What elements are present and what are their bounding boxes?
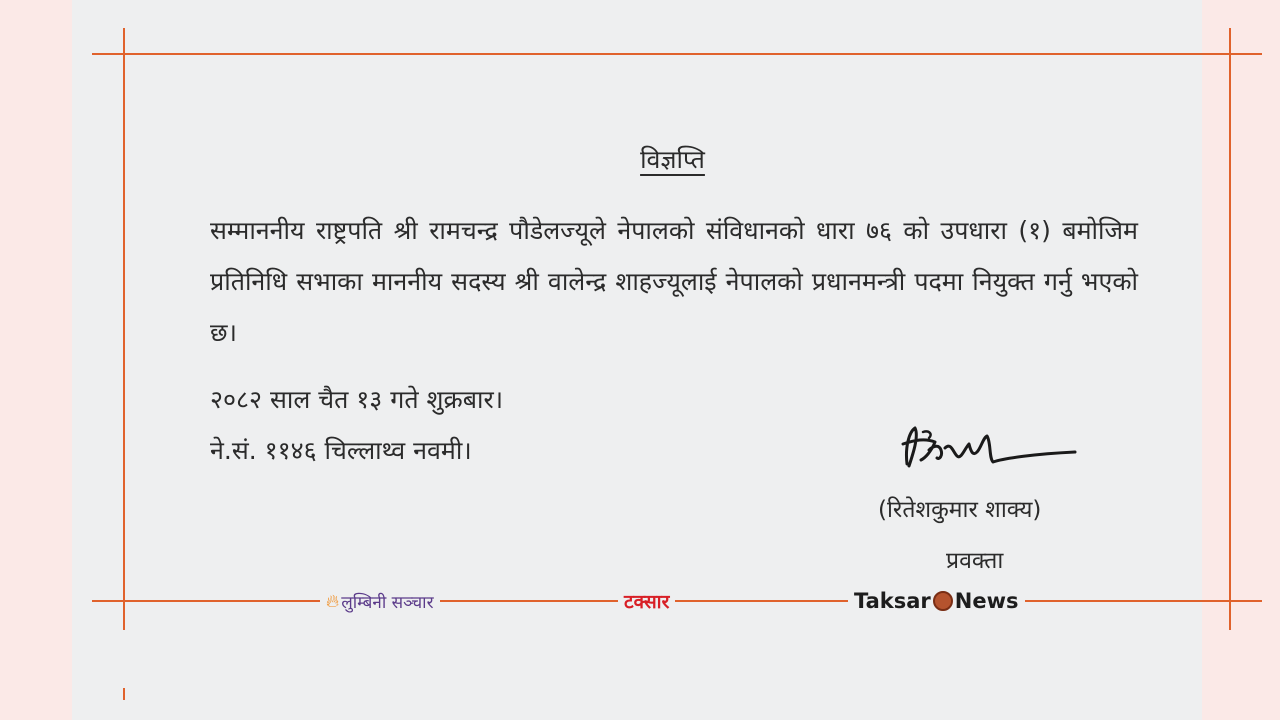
signature-image [895,422,1085,482]
lumbini-sanchar-logo [320,588,440,614]
frame-left-line [123,28,125,630]
taksar-news-right-text: News [954,589,1019,613]
frame-top-line [92,53,1262,55]
signatory-role: प्रवक्ता [946,548,1004,574]
notice-title: विज्ञप्ति [640,145,705,174]
frame-right-line [1229,28,1231,630]
flame-icon: 🔥︎ [326,590,340,612]
taksar-news-left-text: Taksar [854,589,931,613]
coin-icon [933,591,953,611]
signatory-name: (रितेशकुमार शाक्य) [878,497,1042,523]
notice-body: सम्माननीय राष्ट्रपति श्री रामचन्द्र पौडेलज्यूले नेपालको संविधानको धारा ७६ को उपधारा (१) बमोजिम प्रतिनिधि सभाका माननीय सदस्य श्री वालेन्द्र शाहज्यूलाई नेपालको प्रधानमन्त्री पदमा नियुक्त गर्नु भएको छ। [210,216,1138,347]
taksar-logo-text: टक्सार [624,591,670,613]
date-ns: ने.सं. ११४६ चिल्लाथ्व नवमी। [210,436,472,465]
date-bs: २०८२ साल चैत १३ गते शुक्रबार। [210,385,504,414]
taksar-logo [618,588,675,614]
frame-bottom-line [92,600,1262,602]
frame-mark [123,688,125,700]
lumbini-logo-text: लुम्बिनी सञ्चार [341,592,434,613]
taksar-news-logo [848,588,1025,614]
